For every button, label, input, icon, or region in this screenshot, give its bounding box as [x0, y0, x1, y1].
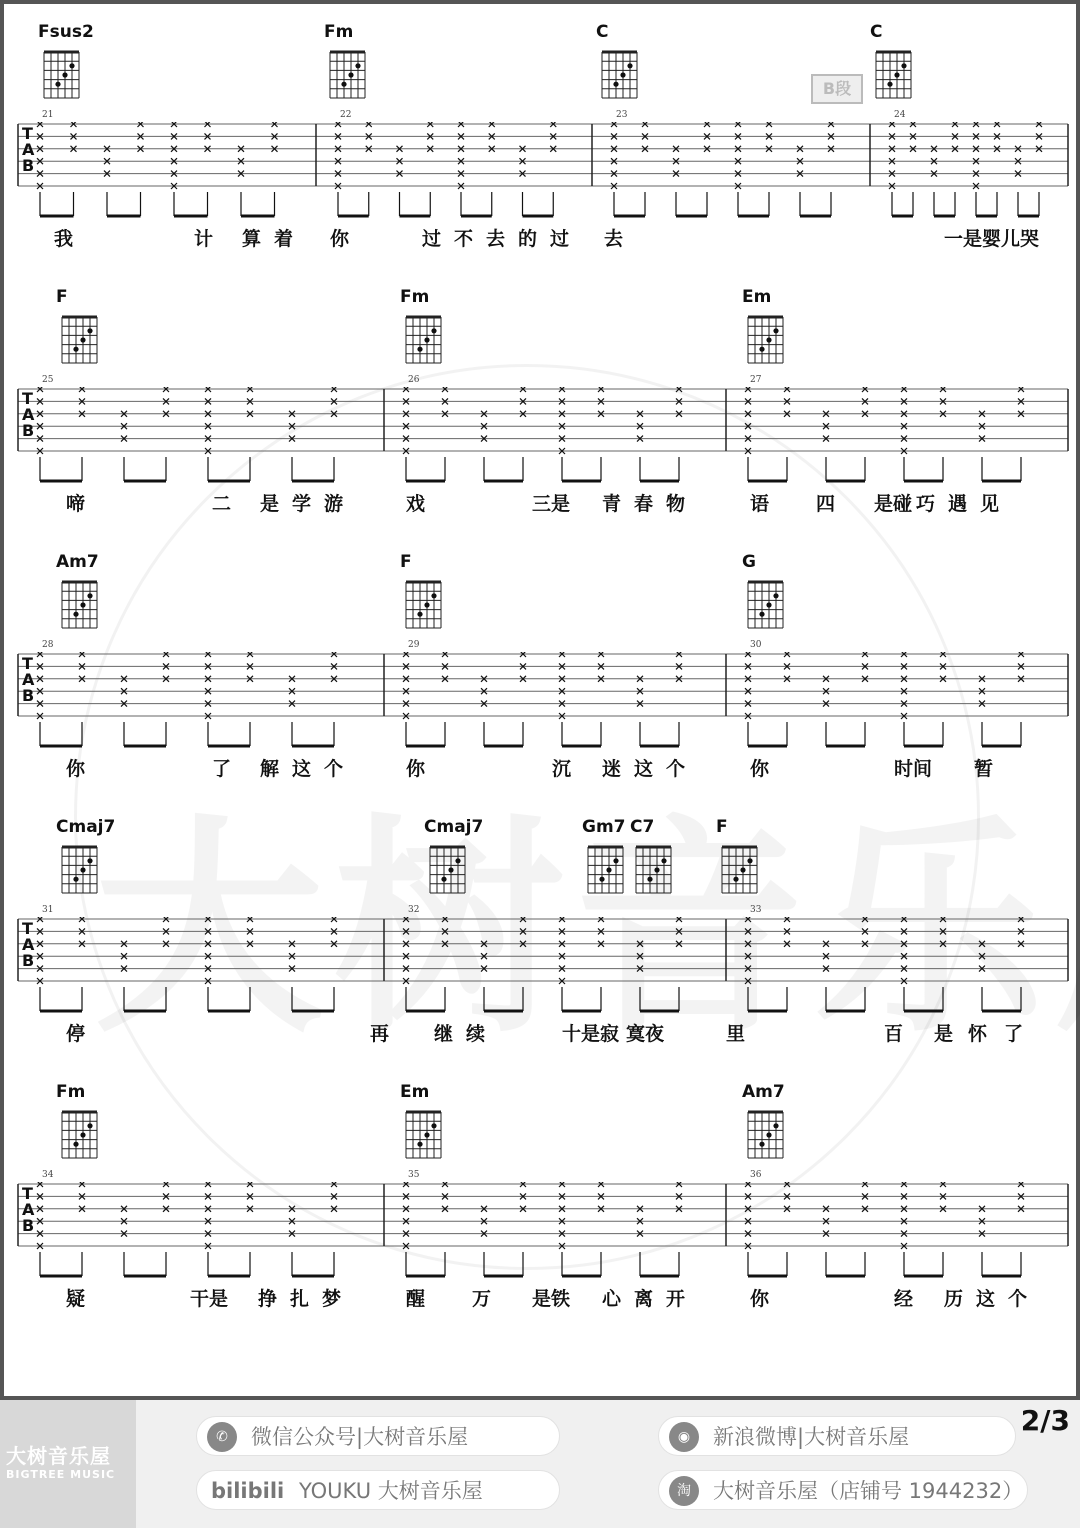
lyric: 了 — [1004, 1023, 1024, 1045]
measure-number: 27 — [750, 375, 762, 385]
chord-name: Fm — [324, 22, 354, 42]
chord-name: C — [870, 22, 883, 42]
chord-grid — [744, 574, 788, 630]
lyric: 十是寂 — [562, 1023, 620, 1045]
chord-name: F — [56, 287, 68, 307]
tab-letter: A — [22, 670, 35, 689]
wechat-text: 微信公众号|大树音乐屋 — [251, 1425, 469, 1449]
lyric: 个 — [1008, 1288, 1028, 1310]
chord-grid — [744, 1104, 788, 1160]
tab-letter: B — [22, 686, 35, 705]
lyric: 这 — [976, 1288, 996, 1310]
tab-letter: B — [22, 156, 35, 175]
tab-letter: T — [22, 654, 33, 673]
chord-name: Em — [400, 1082, 430, 1102]
lyric: 是 — [934, 1023, 954, 1045]
lyric: 万 — [472, 1288, 492, 1310]
lyric: 语 — [750, 493, 770, 515]
lyric: 二 — [212, 493, 232, 515]
lyric: 游 — [324, 493, 344, 515]
lyric: 离 — [634, 1288, 654, 1310]
lyric: 寞夜 — [626, 1023, 665, 1045]
lyric: 我 — [54, 228, 74, 250]
logo-en: BIGTREE MUSIC — [6, 1468, 116, 1481]
lyric: 续 — [466, 1023, 486, 1045]
lyric: 遇 — [948, 493, 968, 515]
lyric: 你 — [66, 758, 86, 780]
lyric: 挣 — [258, 1288, 278, 1310]
chord-name: Fm — [56, 1082, 86, 1102]
lyric: 百 — [884, 1023, 904, 1045]
tab-letter: B — [22, 951, 35, 970]
lyric: 梦 — [322, 1288, 342, 1310]
chord-name: Cmaj7 — [424, 817, 484, 837]
tab-letter: A — [22, 1200, 35, 1219]
lyric: 开 — [666, 1288, 686, 1310]
chord-grid — [632, 839, 676, 895]
lyric: 青 — [602, 493, 622, 515]
logo-cn: 大树音乐屋 — [6, 1444, 111, 1468]
measure-number: 21 — [42, 110, 54, 120]
chord-grid — [58, 839, 102, 895]
tab-staff — [4, 917, 1080, 1027]
measure-number: 35 — [408, 1170, 420, 1180]
lyric: 的 — [518, 228, 538, 250]
measure-number: 31 — [42, 905, 54, 915]
chord-name: Am7 — [56, 552, 99, 572]
measure-number: 24 — [894, 110, 906, 120]
lyric: 解 — [260, 758, 280, 780]
chord-name: C — [596, 22, 609, 42]
measure-number: 28 — [42, 640, 54, 650]
lyric: 过 — [422, 228, 442, 250]
lyric: 着 — [274, 228, 294, 250]
lyric: 这 — [634, 758, 654, 780]
lyric: 啼 — [66, 493, 86, 515]
lyric: 继 — [434, 1023, 454, 1045]
chord-grid — [58, 1104, 102, 1160]
lyric: 怀 — [968, 1023, 988, 1045]
measure-number: 34 — [42, 1170, 54, 1180]
chord-grid — [58, 574, 102, 630]
lyric: 醒 — [406, 1288, 426, 1310]
lyric: 物 — [666, 493, 686, 515]
chord-grid — [744, 309, 788, 365]
chord-grid — [872, 44, 916, 100]
page-number: 2/3 — [1020, 1404, 1070, 1437]
taobao-icon: 淘 — [669, 1476, 699, 1506]
lyric: 算 — [242, 228, 262, 250]
measure-number: 26 — [408, 375, 420, 385]
measure-number: 32 — [408, 905, 420, 915]
lyric: 巧 — [916, 493, 936, 515]
lyric: 经 — [894, 1288, 914, 1310]
chord-grid — [584, 839, 628, 895]
chord-grid — [58, 309, 102, 365]
lyric: 四 — [816, 493, 836, 515]
lyric: 一是婴儿哭 — [944, 228, 1040, 250]
logo — [0, 1400, 136, 1528]
lyric: 个 — [666, 758, 686, 780]
lyric: 是铁 — [532, 1288, 571, 1310]
lyric: 计 — [194, 228, 214, 250]
lyric: 春 — [634, 493, 654, 515]
tab-letter: T — [22, 1184, 33, 1203]
lyric: 扎 — [290, 1288, 310, 1310]
tab-letter: A — [22, 405, 35, 424]
chord-grid — [402, 574, 446, 630]
lyric: 时间 — [894, 758, 933, 780]
lyric: 干是 — [190, 1288, 229, 1310]
tab-staff — [4, 652, 1080, 762]
wechat-icon: ✆ — [207, 1422, 237, 1452]
chord-grid — [426, 839, 470, 895]
chord-grid — [718, 839, 762, 895]
chord-name: F — [716, 817, 728, 837]
chord-name: C7 — [630, 817, 655, 837]
weibo-icon: ◉ — [669, 1422, 699, 1452]
measure-number: 30 — [750, 640, 762, 650]
tab-letter: T — [22, 389, 33, 408]
video-text: YOUKU 大树音乐屋 — [298, 1479, 483, 1503]
tab-staff — [4, 387, 1080, 497]
lyric: 见 — [980, 493, 1000, 515]
weibo-text: 新浪微博|大树音乐屋 — [713, 1425, 910, 1449]
lyric: 你 — [330, 228, 350, 250]
shop-pill — [658, 1470, 1028, 1510]
chord-name: Cmaj7 — [56, 817, 116, 837]
chord-grid — [326, 44, 370, 100]
lyric: 是 — [260, 493, 280, 515]
lyric: 历 — [944, 1288, 964, 1310]
chord-name: G — [742, 552, 756, 572]
wechat-pill — [196, 1416, 560, 1456]
lyric: 这 — [292, 758, 312, 780]
lyric: 沉 — [552, 758, 572, 780]
lyric: 停 — [66, 1023, 86, 1045]
measure-number: 23 — [616, 110, 628, 120]
lyric: 你 — [406, 758, 426, 780]
chord-name: Fm — [400, 287, 430, 307]
tab-letter: B — [22, 1216, 35, 1235]
chord-grid — [402, 309, 446, 365]
lyric: 个 — [324, 758, 344, 780]
tab-staff — [4, 122, 1080, 232]
chord-grid — [598, 44, 642, 100]
measure-number: 25 — [42, 375, 54, 385]
lyric: 暂 — [974, 758, 994, 780]
lyric: 三是 — [532, 493, 571, 515]
chord-name: Fsus2 — [38, 22, 94, 42]
lyric: 你 — [750, 1288, 770, 1310]
tab-letter: T — [22, 124, 33, 143]
weibo-pill — [658, 1416, 1016, 1456]
lyric: 心 — [602, 1288, 622, 1310]
chord-name: Am7 — [742, 1082, 785, 1102]
chord-name: Em — [742, 287, 772, 307]
lyric: 是碰 — [874, 493, 913, 515]
tab-letter: A — [22, 140, 35, 159]
measure-number: 36 — [750, 1170, 762, 1180]
lyric: 戏 — [406, 493, 426, 515]
chord-name: Gm7 — [582, 817, 626, 837]
tab-letter: T — [22, 919, 33, 938]
video-pill — [196, 1470, 560, 1510]
lyric: 疑 — [66, 1288, 86, 1310]
lyric: 去 — [486, 228, 506, 250]
section-badge: B段 — [811, 74, 863, 104]
tab-letter: B — [22, 421, 35, 440]
tab-staff — [4, 1182, 1080, 1292]
lyric: 里 — [726, 1023, 746, 1045]
lyric: 迷 — [602, 758, 622, 780]
lyric: 你 — [750, 758, 770, 780]
bilibili-brand: bilibili — [211, 1479, 285, 1503]
tab-letter: A — [22, 935, 35, 954]
lyric: 再 — [370, 1023, 390, 1045]
measure-number: 29 — [408, 640, 420, 650]
lyric: 过 — [550, 228, 570, 250]
measure-number: 22 — [340, 110, 352, 120]
lyric: 了 — [212, 758, 232, 780]
chord-grid — [40, 44, 84, 100]
chord-grid — [402, 1104, 446, 1160]
chord-name: F — [400, 552, 412, 572]
lyric: 去 — [604, 228, 624, 250]
shop-text: 大树音乐屋（店铺号 1944232） — [713, 1479, 1024, 1503]
measure-number: 33 — [750, 905, 762, 915]
lyric: 不 — [454, 228, 474, 250]
lyric: 学 — [292, 493, 312, 515]
footer — [0, 1400, 1080, 1528]
